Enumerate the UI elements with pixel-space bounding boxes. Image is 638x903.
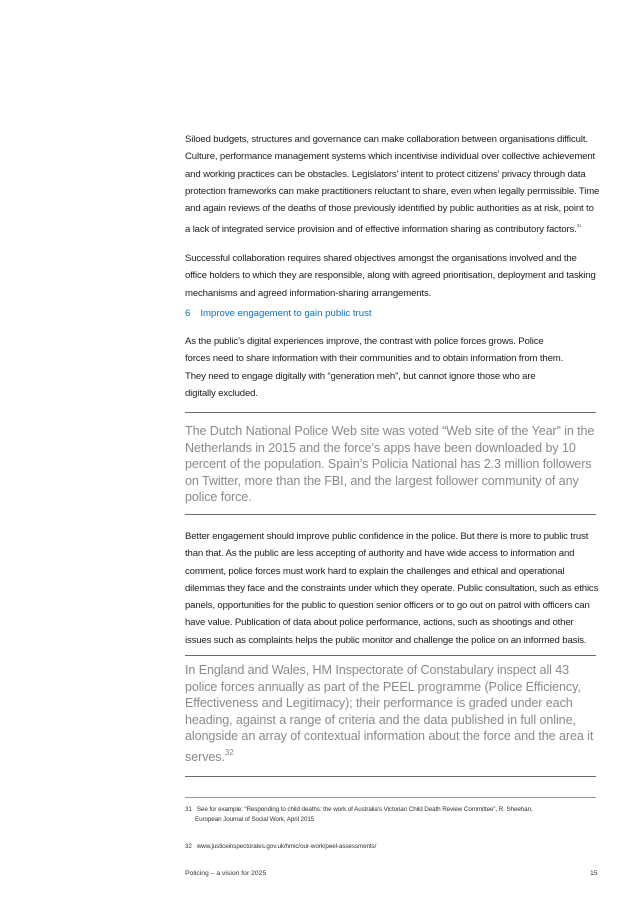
- callout-1-text: The Dutch National Police Web site was voted “Web site of the Year” in the Netherlands in 2015 and the force’s apps have been downloaded by 10 percent of the population. Spain’s Policia National has 2.3 million followers on Twitter, more than the FBI, and the largest follower community of any police force.: [185, 424, 595, 505]
- footnote-31-line1: See for example: “Responding to child deaths: the work of Australia’s Victorian Child Death Review Committee”, R. Sheehan,: [196, 806, 533, 813]
- footnote-31-number: 31: [185, 806, 192, 813]
- paragraph-2-text: Successful collaboration requires shared objectives amongst the organisations involved and the office holders to which they are responsible, along with agreed prioritisation, deployment and tasking mechanisms and agreed information-sharing arrangements.: [185, 253, 596, 299]
- paragraph-3: [185, 333, 565, 402]
- callout-2-text: In England and Wales, HM Inspectorate of Constabulary inspect all 43 police forces annually as part of the PEEL programme (Police Efficiency, Effectiveness and Legitimacy); their performance is graded under each heading, against a range of criteria and the data published in full online, alongside an array of contextual information about the force and the area it serves.: [185, 663, 594, 764]
- callout-2-bottom-rule: [185, 776, 596, 777]
- paragraph-1: [185, 131, 600, 239]
- paragraph-2: [185, 250, 600, 302]
- footnote-32-url[interactable]: www.justiceinspectorates.gov.uk/hmic/our-work/peel-assessments/: [196, 843, 377, 850]
- callout-2: [185, 662, 600, 766]
- footnote-31: [185, 805, 605, 825]
- callout-1: [185, 423, 600, 506]
- footnote-31-line2: European Journal of Social Work, April 2015: [195, 816, 315, 823]
- footnote-ref-32[interactable]: 32: [224, 747, 234, 757]
- footnote-ref-31[interactable]: 31: [576, 223, 582, 229]
- paragraph-4-text: Better engagement should improve public confidence in the police. But there is more to public trust than that. As the public are less accepting of authority and have wide access to information and comment, police forces must work hard to explain the challenges and ethical and operational dilemmas they face and the constraints under which they operate. Public consultation, such as ethics panels, opportunities for the public to question senior officers or to go out on patrol with officers can have value. Publication of data about police performance, actions, such as shootings and other issues such as complaints helps the public monitor and challenge the police on an informed basis.: [185, 531, 599, 646]
- footer-title: Policing – a vision for 2025: [185, 870, 267, 877]
- callout-2-top-rule: [185, 655, 596, 656]
- paragraph-1-text: Siloed budgets, structures and governance can make collaboration between organisations difficult. Culture, performance management systems which incentivise individual over collective achievement and working practices can be obstacles. Legislators’ intent to protect citizens’ privacy through data protection frameworks can make practitioners reluctant to share, even when legally permissible. Time and again reviews of the deaths of those previously identified by public authorities as at risk, point to a lack of integrated service provision and of effective information sharing as contributory factors.: [185, 134, 600, 236]
- footnotes-rule: [185, 797, 596, 798]
- section-title: Improve engagement to gain public trust: [200, 308, 372, 319]
- footnote-32-number: 32: [185, 843, 192, 850]
- footnote-32: [185, 842, 605, 852]
- section-number: 6: [185, 308, 191, 319]
- page-number: 15: [590, 870, 598, 877]
- section-heading: [185, 308, 600, 319]
- paragraph-3-text: As the public’s digital experiences improve, the contrast with police forces grows. Police forces need to share information with their communities and to obtain information from them. They need to engage digitally with “generation meh”, but cannot ignore those who are digitally excluded.: [185, 336, 564, 399]
- paragraph-4: [185, 528, 600, 649]
- callout-1-bottom-rule: [185, 514, 596, 515]
- callout-1-top-rule: [185, 412, 596, 413]
